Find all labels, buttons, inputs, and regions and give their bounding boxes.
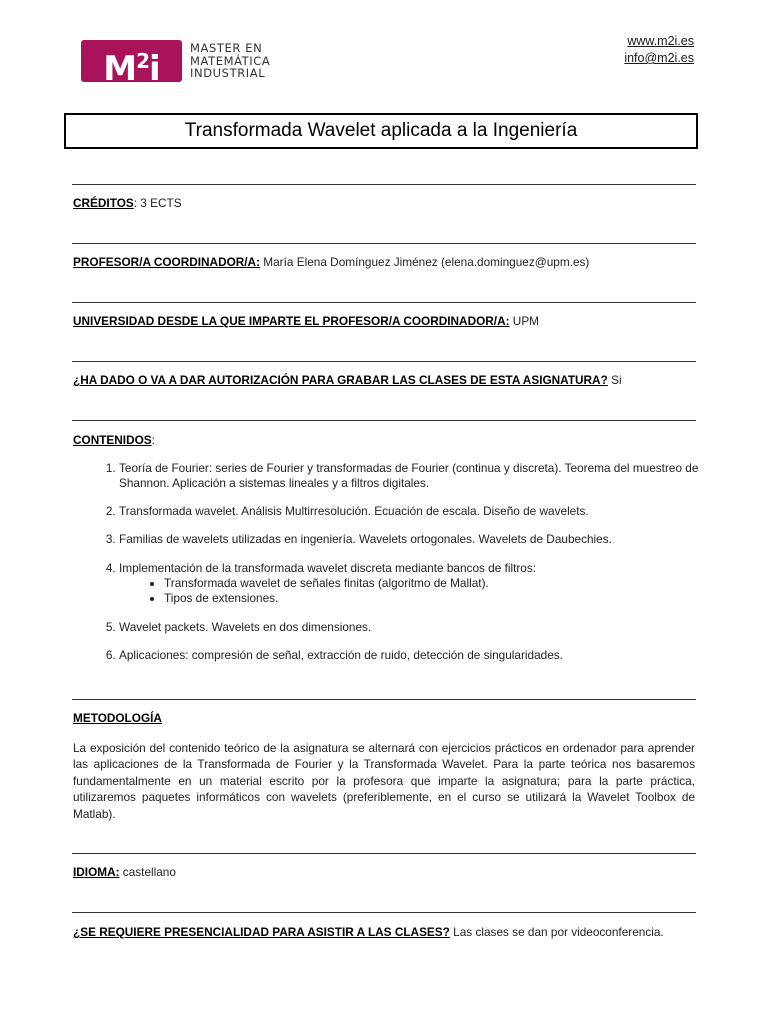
profesor-value: María Elena Domínguez Jiménez (elena.dominguez@upm.es) [260,255,590,269]
logo-text [190,42,270,80]
list-item: 6. Aplicaciones: compresión de señal, extracción de ruido, detección de singularidades. [119,648,742,663]
idioma-value: castellano [119,865,176,879]
sub-list [119,576,742,606]
autorizacion-value: Si [607,373,622,387]
logo-line: MATEMÁTICA [190,53,271,68]
list-item: 5. Wavelet packets. Wavelets en dos dimensiones. [119,620,742,635]
creditos-label: CRÉDITOS [73,196,134,210]
idioma-field [73,865,176,879]
idioma-label: IDIOMA: [73,865,120,879]
list-item: 1. Teoría de Fourier: series de Fourier y transformadas de Fourier (continua y discreta). Teorema del muestreo de Shannon. Aplicación a sistemas lineales y a filtros digitales. [119,461,742,491]
divider [72,243,696,244]
logo-mark: $M^2i$ [81,40,182,82]
profesor-field [73,255,589,269]
divider [72,853,696,854]
website-link[interactable]: www.m2i.es [627,34,694,48]
divider [72,912,696,913]
divider [72,420,696,421]
universidad-field [73,314,539,328]
creditos-field [73,196,182,210]
contenidos-label: CONTENIDOS [73,433,152,447]
autorizacion-label: ¿HA DADO O VA A DAR AUTORIZACIÓN PARA GRABAR LAS CLASES DE ESTA ASIGNATURA? [73,373,608,387]
universidad-label: UNIVERSIDAD DESDE LA QUE IMPARTE EL PROFESOR/A COORDINADOR/A: [73,314,510,328]
metodologia-label: METODOLOGÍA [73,711,162,725]
contenidos-heading [73,433,155,447]
page-title: Transformada Wavelet aplicada a la Ingeniería [64,113,698,149]
logo [81,40,271,89]
divider [72,302,696,303]
presencialidad-value: Las clases se dan por videoconferencia. [449,925,664,939]
profesor-label: PROFESOR/A COORDINADOR/A: [73,255,261,269]
contenidos-colon: : [151,433,155,447]
divider [72,361,696,362]
autorizacion-field [73,373,622,387]
creditos-value: : 3 ECTS [133,196,182,210]
email-link[interactable]: info@m2i.es [624,51,694,65]
divider [72,184,696,185]
logo-line: MASTER EN [190,41,263,56]
sub-list-item: • Tipos de extensiones. [164,591,742,606]
logo-line: INDUSTRIAL [190,66,266,81]
contenidos-list [73,461,742,676]
list-item-text: Implementación de la transformada wavelet discreta mediante bancos de filtros: [119,560,537,575]
universidad-value: UPM [509,314,540,328]
list-item: 3. Familias de wavelets utilizadas en ingeniería. Wavelets ortogonales. Wavelets de Daubechies. [119,532,742,547]
presencialidad-field [73,924,695,940]
divider [72,699,696,700]
list-item [119,561,742,606]
sub-list-item: • Transformada wavelet de señales finitas (algoritmo de Mallat). [164,576,742,591]
metodologia-heading [73,711,162,725]
presencialidad-label: ¿SE REQUIERE PRESENCIALIDAD PARA ASISTIR A LAS CLASES? [73,925,450,939]
metodologia-text: La exposición del contenido teórico de la asignatura se alternará con ejercicios prácticos en ordenador para aprender las aplicaciones de la Transformada de Fourier y la Transformada Wavelet. Para la parte teórica nos basaremos fundamentalmente en un material escrito por la profesora que imparte la asignatura; para la parte práctica, utilizaremos paquetes informáticos con wavelets (preferiblemente, en el curso se utilizará la Wavelet Toolbox de Matlab). [73,741,695,821]
contact-block [624,33,694,67]
list-item: 2. Transformada wavelet. Análisis Multirresolución. Ecuación de escala. Diseño de wavelets. [119,504,742,519]
